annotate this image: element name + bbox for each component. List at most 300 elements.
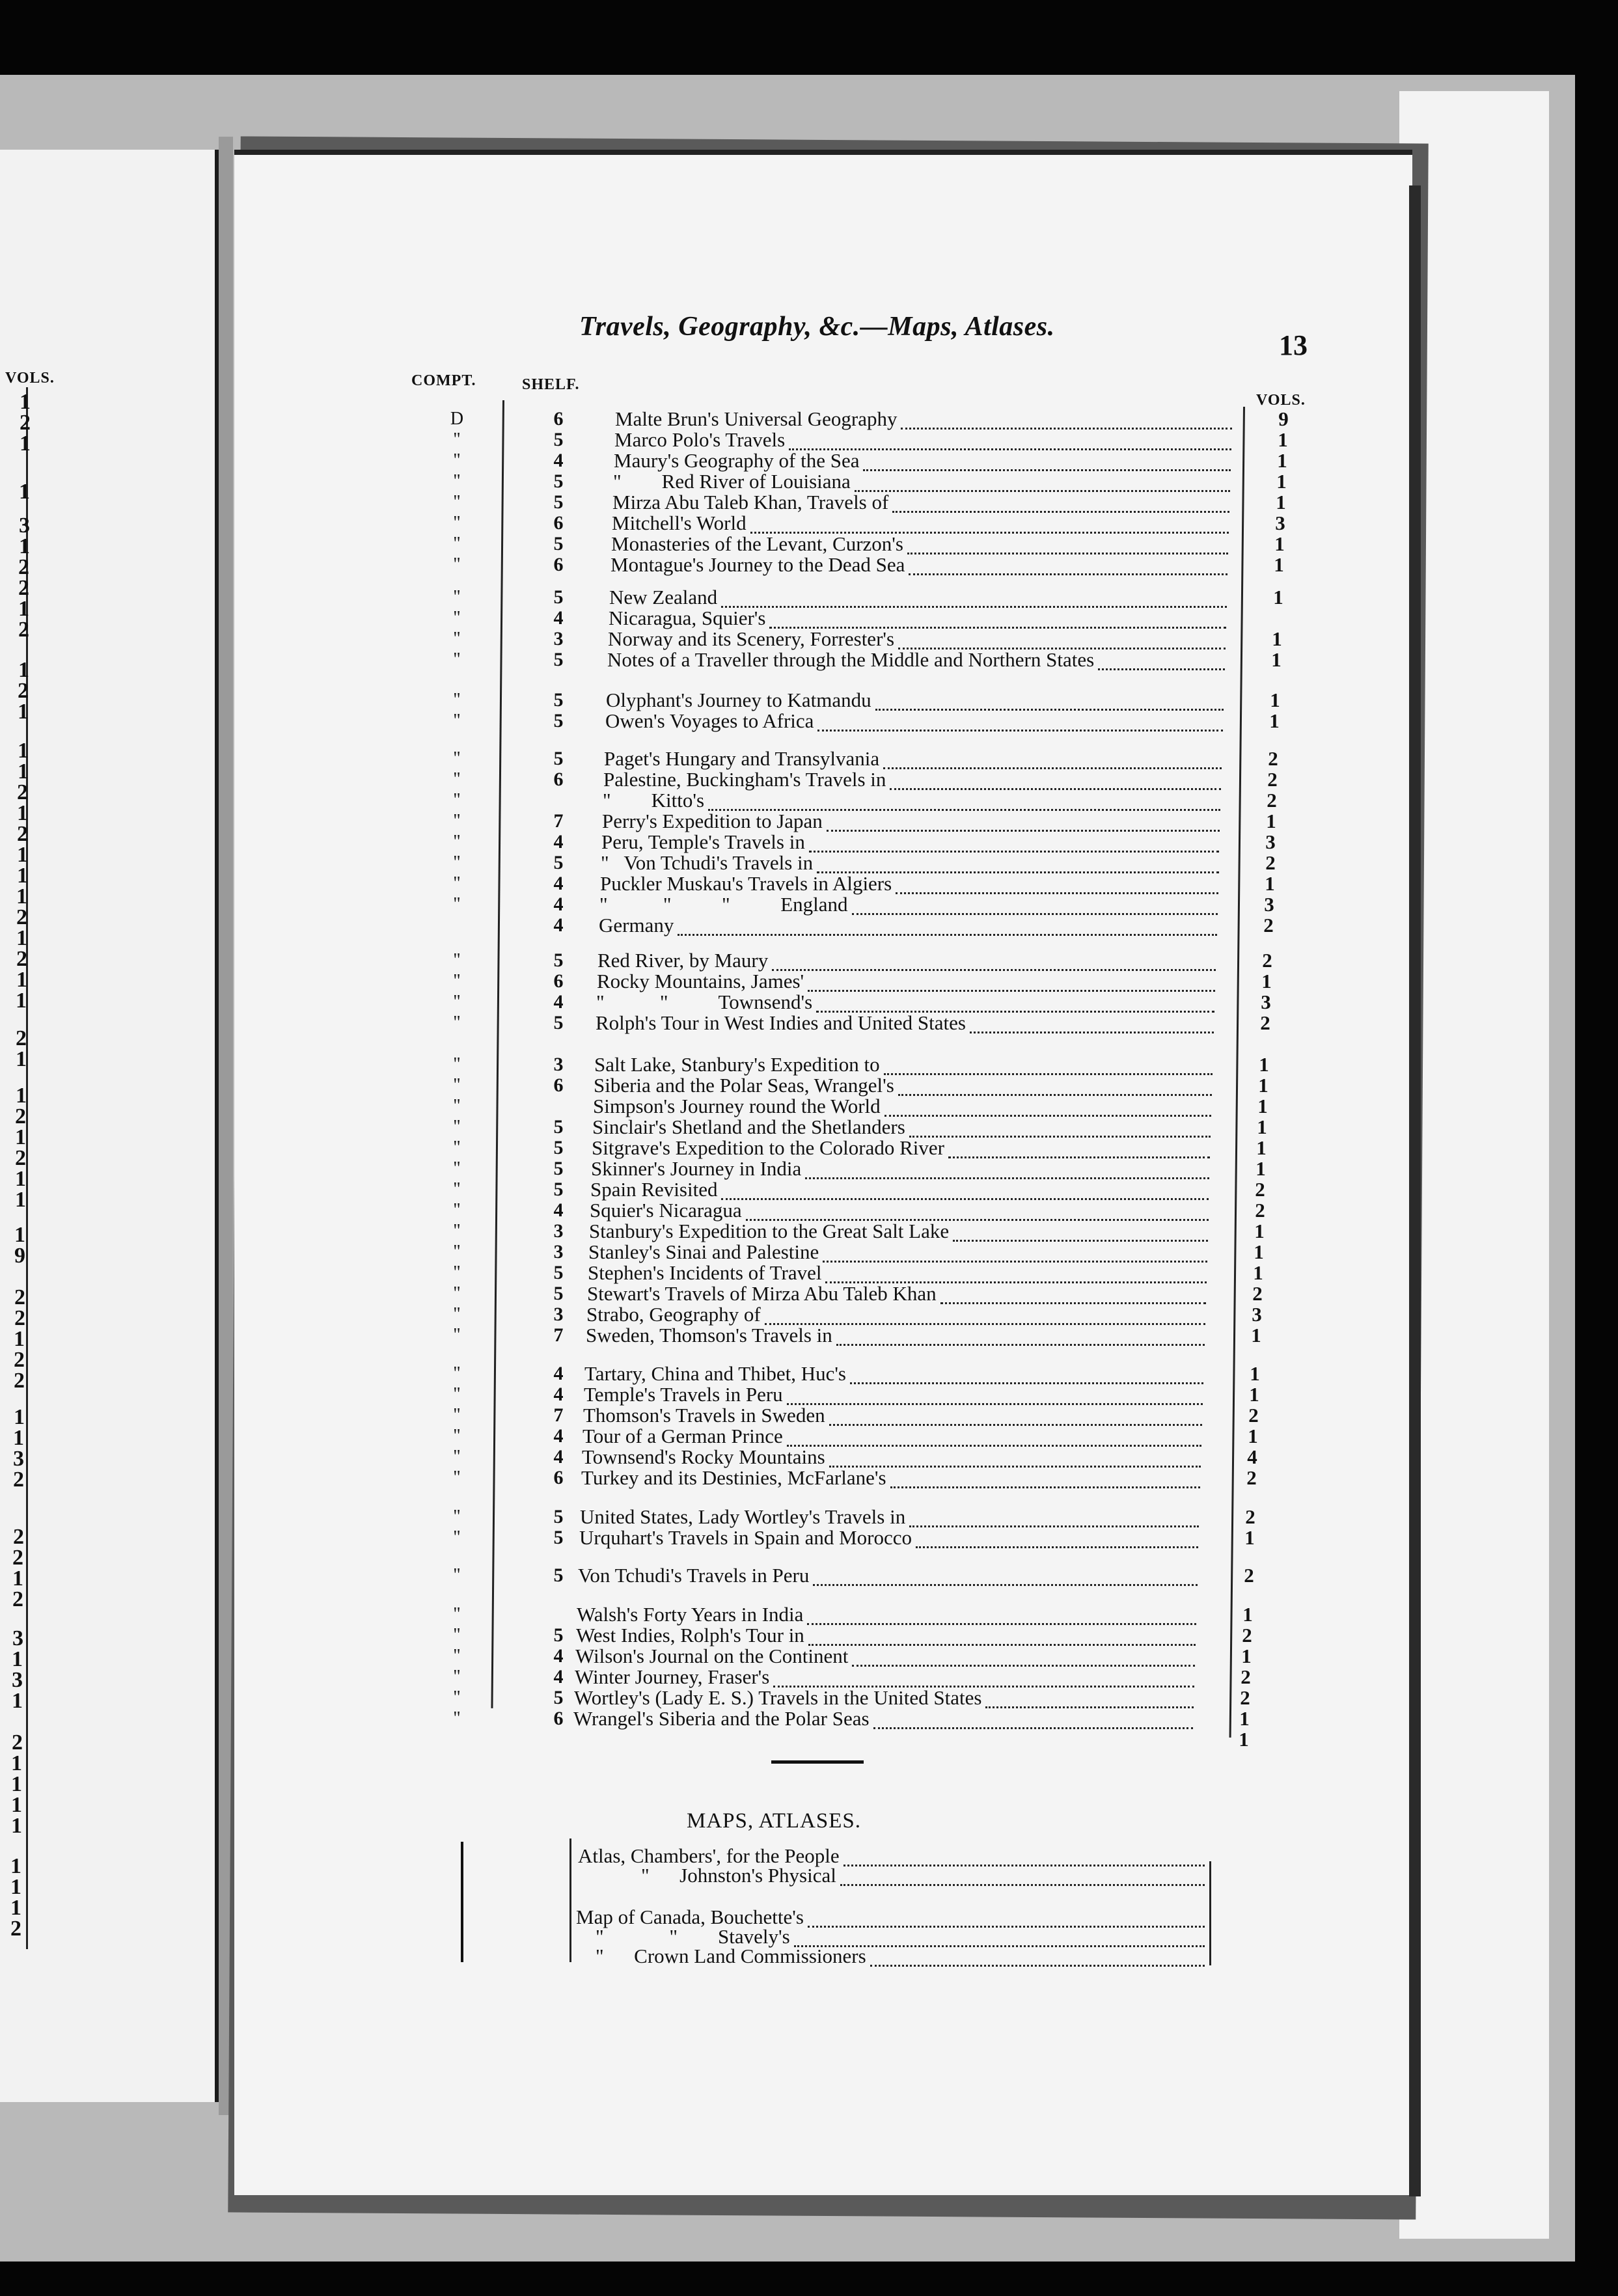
dot-leader xyxy=(916,1532,1198,1548)
title-cell xyxy=(584,1384,1203,1405)
compt-cell: " xyxy=(453,1468,461,1488)
left-vols-cell: 1 xyxy=(11,1751,22,1775)
dot-leader xyxy=(843,1850,1205,1866)
compt-cell: " xyxy=(453,608,461,628)
vols-cell: 2 xyxy=(1267,789,1277,812)
shelf-cell: 5 xyxy=(553,471,564,492)
left-vols-cell: 1 xyxy=(14,1405,25,1429)
title-cell xyxy=(592,1117,1211,1138)
dot-leader xyxy=(823,1246,1207,1263)
vols-cell: 1 xyxy=(1256,1136,1267,1159)
shelf-cell: 4 xyxy=(553,894,564,915)
shelf-cell: 5 xyxy=(553,1158,564,1179)
title-cell xyxy=(605,711,1223,731)
title-cell xyxy=(600,873,1218,894)
vols-cell: 1 xyxy=(1257,1115,1267,1138)
title-text: Germany xyxy=(599,914,674,936)
left-vols-cell: 1 xyxy=(16,884,27,909)
shelf-cell: 5 xyxy=(553,1179,564,1200)
dot-leader xyxy=(940,1288,1206,1304)
maps-vols-rule xyxy=(1209,1861,1211,1965)
title-text: Townsend's Rocky Mountains xyxy=(582,1445,825,1468)
dot-leader xyxy=(1098,654,1225,670)
compt-cell: " xyxy=(453,1384,461,1404)
left-vols-cell: 1 xyxy=(16,1084,27,1108)
shelf-cell: 3 xyxy=(553,1054,564,1075)
shelf-cell: 6 xyxy=(553,554,564,575)
vols-cell: 2 xyxy=(1268,747,1278,770)
vols-cell: 2 xyxy=(1240,1686,1250,1709)
shelf-cell: 5 xyxy=(553,1506,564,1527)
vols-cell: 1 xyxy=(1273,586,1283,608)
compt-cell: " xyxy=(453,430,461,450)
shelf-cell: 5 xyxy=(553,689,564,711)
vols-cell: 1 xyxy=(1255,1157,1266,1180)
title-cell xyxy=(576,1625,1196,1646)
shelf-cell: 3 xyxy=(553,1220,564,1242)
left-vols-cell: 1 xyxy=(18,597,29,621)
title-cell xyxy=(583,1405,1202,1426)
compt-cell: " xyxy=(453,769,461,789)
compt-cell: " xyxy=(453,554,461,575)
left-vols-cell: 1 xyxy=(15,1167,26,1191)
title-text: Montague's Journey to the Dead Sea xyxy=(610,553,905,576)
maps-row xyxy=(596,1946,1205,1967)
vols-cell: 1 xyxy=(1265,872,1275,895)
compt-cell: " xyxy=(453,1507,461,1527)
left-vols-cell: 1 xyxy=(16,989,27,1013)
dot-leader xyxy=(816,996,1214,1013)
left-vols-cell: 1 xyxy=(10,1854,21,1878)
vols-cell: 1 xyxy=(1259,1053,1269,1076)
compt-cell: " xyxy=(453,1096,461,1116)
title-cell xyxy=(603,790,1220,811)
title-cell xyxy=(613,471,1230,492)
left-vols-cell: 1 xyxy=(10,1896,21,1920)
title-text: Puckler Muskau's Travels in Algiers xyxy=(600,872,892,895)
title-cell xyxy=(579,1527,1198,1548)
compt-cell: " xyxy=(453,1565,461,1585)
left-vols-cell: 2 xyxy=(18,555,29,579)
compt-cell: " xyxy=(453,690,461,710)
compt-header: COMPT. xyxy=(411,372,476,389)
vols-cell: 1 xyxy=(1272,627,1282,650)
title-cell xyxy=(596,992,1214,1013)
vols-cell: 1 xyxy=(1271,648,1282,671)
compt-cell: " xyxy=(453,1604,461,1624)
vols-cell: 9 xyxy=(1278,407,1289,430)
title-cell xyxy=(586,1325,1205,1346)
dot-leader xyxy=(827,815,1220,832)
left-vols-cell: 1 xyxy=(15,1188,26,1212)
dot-leader xyxy=(817,715,1223,731)
title-cell xyxy=(597,971,1215,992)
shelf-cell: 6 xyxy=(553,1708,564,1729)
dot-leader xyxy=(901,413,1232,430)
left-vols-cell: 1 xyxy=(11,1814,22,1838)
dot-leader xyxy=(787,1430,1201,1447)
vols-cell: 1 xyxy=(1257,1095,1268,1117)
vols-cell: 1 xyxy=(1241,1645,1252,1667)
title-text: Simpson's Journey round the World xyxy=(593,1095,881,1117)
dot-leader xyxy=(909,559,1227,575)
title-text: Red River, by Maury xyxy=(597,949,769,972)
title-cell xyxy=(604,748,1222,769)
dot-leader xyxy=(884,1059,1213,1075)
title-text: " " Townsend's xyxy=(596,991,813,1013)
compt-cell: " xyxy=(453,1138,461,1158)
title-text: Notes of a Traveller through the Middle and Northern States xyxy=(607,648,1095,671)
compt-cell: " xyxy=(453,629,461,649)
maps-title: " Johnston's Physical xyxy=(641,1864,836,1887)
shelf-cell: 4 xyxy=(553,1363,564,1384)
vols-cell: 1 xyxy=(1270,689,1280,711)
left-vols-cell: 1 xyxy=(15,1125,26,1149)
compt-cell: " xyxy=(453,1075,461,1095)
shelf-cell: 5 xyxy=(553,586,564,608)
title-text: Thomson's Travels in Sweden xyxy=(583,1404,825,1427)
compt-cell: " xyxy=(453,1054,461,1074)
left-vols-cell: 2 xyxy=(12,1587,23,1611)
title-cell xyxy=(581,1468,1200,1488)
title-text: Wortley's (Lady E. S.) Travels in the United States xyxy=(574,1686,982,1709)
left-vols-cell: 1 xyxy=(19,534,30,558)
left-vols-cell: 2 xyxy=(14,1306,25,1330)
title-text: Palestine, Buckingham's Travels in xyxy=(603,768,886,791)
left-vols-cell: 2 xyxy=(14,1285,25,1309)
dot-leader xyxy=(721,592,1227,608)
dot-leader xyxy=(808,1630,1196,1646)
shelf-cell: 4 xyxy=(553,1199,564,1221)
title-cell xyxy=(589,1221,1208,1242)
title-cell xyxy=(614,450,1231,471)
shelf-cell: 5 xyxy=(553,950,564,971)
left-vols-cell: 1 xyxy=(10,1875,21,1899)
shelf-cell: 5 xyxy=(553,1116,564,1138)
maps-title: " " Stavely's xyxy=(596,1925,790,1948)
left-vols-cell: 2 xyxy=(15,1104,26,1128)
vols-cell: 1 xyxy=(1249,1383,1259,1406)
vols-cell: 1 xyxy=(1274,553,1284,576)
shelf-cell: 5 xyxy=(553,1262,564,1283)
shelf-cell: 4 xyxy=(553,873,564,894)
compt-cell: " xyxy=(453,534,461,554)
left-vols-cell: 1 xyxy=(20,431,31,456)
vols-cell: 3 xyxy=(1265,830,1276,853)
shelf-cell: 5 xyxy=(553,748,564,769)
vols-cell: 1 xyxy=(1269,709,1280,732)
title-cell xyxy=(583,1426,1201,1447)
vols-cell: 1 xyxy=(1251,1324,1261,1346)
left-vols-cell: 2 xyxy=(12,1730,23,1755)
left-vols-cell: 2 xyxy=(13,1525,24,1549)
vols-cell: 2 xyxy=(1260,1011,1270,1034)
left-vols-cell: 9 xyxy=(14,1244,25,1268)
left-vols-cell: 1 xyxy=(16,1047,27,1071)
dot-leader xyxy=(840,1870,1205,1886)
shelf-cell: 5 xyxy=(553,649,564,670)
left-vols-cell: 1 xyxy=(12,1647,23,1671)
shelf-cell: 3 xyxy=(553,628,564,649)
title-cell xyxy=(606,690,1224,711)
shelf-cell: 4 xyxy=(553,914,564,936)
title-text: Malte Brun's Universal Geography xyxy=(615,407,898,430)
vols-cell: 1 xyxy=(1239,1707,1250,1730)
dot-leader xyxy=(772,955,1216,971)
dot-leader xyxy=(750,517,1229,534)
title-text: West Indies, Rolph's Tour in xyxy=(576,1624,804,1647)
title-text: Turkey and its Destinies, McFarlane's xyxy=(581,1466,886,1489)
dot-leader xyxy=(890,1472,1200,1488)
title-text: United States, Lady Wortley's Travels in xyxy=(580,1505,906,1528)
compt-cell: " xyxy=(453,1013,461,1033)
dot-leader xyxy=(813,1570,1198,1586)
shelf-cell: 5 xyxy=(553,1624,564,1646)
compt-cell: " xyxy=(453,950,461,970)
vols-cell: 1 xyxy=(1277,449,1287,472)
title-text: Perry's Expedition to Japan xyxy=(602,810,823,832)
compt-cell: " xyxy=(453,971,461,991)
title-cell xyxy=(593,1096,1211,1117)
title-text: Tartary, China and Thibet, Huc's xyxy=(584,1362,847,1385)
shelf-cell: 5 xyxy=(553,1565,564,1586)
shelf-cell: 4 xyxy=(553,1446,564,1468)
maps-row xyxy=(641,1865,1205,1886)
compt-cell: " xyxy=(453,1405,461,1425)
vols-cell: 1 xyxy=(1266,810,1276,832)
compt-cell: " xyxy=(453,1447,461,1467)
title-cell xyxy=(582,1447,1201,1468)
title-cell xyxy=(592,1138,1210,1158)
title-cell xyxy=(577,1604,1196,1625)
shelf-cell: 6 xyxy=(553,1467,564,1488)
dot-leader xyxy=(907,538,1228,554)
shelf-cell: 5 xyxy=(553,491,564,513)
compt-cell: " xyxy=(453,1708,461,1729)
vols-cell: 2 xyxy=(1263,914,1274,936)
vols-header: VOLS. xyxy=(1256,392,1306,409)
title-cell xyxy=(574,1688,1194,1708)
compt-cell: " xyxy=(453,471,461,491)
compt-cell: " xyxy=(453,748,461,769)
title-text: Spain Revisited xyxy=(590,1178,718,1201)
compt-cell: " xyxy=(453,873,461,894)
maps-title: " Crown Land Commissioners xyxy=(596,1945,866,1967)
shelf-cell: 5 xyxy=(553,710,564,731)
vols-cell: 1 xyxy=(1254,1240,1264,1263)
vols-cell: 3 xyxy=(1252,1303,1262,1326)
title-cell xyxy=(599,915,1217,936)
maps-heading: MAPS, ATLASES. xyxy=(687,1809,861,1833)
left-vols-cell: 1 xyxy=(17,843,28,867)
title-text: Walsh's Forty Years in India xyxy=(577,1603,804,1626)
title-cell xyxy=(586,1304,1205,1325)
title-text: Peru, Temple's Travels in xyxy=(601,830,805,853)
title-cell xyxy=(601,853,1219,873)
compt-cell: " xyxy=(453,832,461,852)
left-vols-cell: 1 xyxy=(12,1689,23,1713)
title-cell xyxy=(575,1667,1194,1688)
compt-cell: " xyxy=(453,1688,461,1708)
dot-leader xyxy=(875,694,1224,711)
title-text: Tour of a German Prince xyxy=(583,1425,783,1447)
title-cell xyxy=(573,1708,1193,1729)
left-vols-cell: 1 xyxy=(18,658,29,682)
shelf-cell: 5 xyxy=(553,1527,564,1548)
title-cell xyxy=(599,894,1218,915)
dot-leader xyxy=(829,1410,1202,1426)
title-cell xyxy=(580,1507,1199,1527)
title-text: " Kitto's xyxy=(603,789,705,812)
left-vols-cell: 1 xyxy=(17,801,28,825)
main-page-edge xyxy=(1409,185,1421,2196)
shelf-cell: 3 xyxy=(553,1304,564,1325)
title-text: New Zealand xyxy=(609,586,718,608)
left-vols-cell: 2 xyxy=(10,1917,21,1941)
shelf-cell: 5 xyxy=(553,1687,564,1708)
left-vols-cell: 1 xyxy=(11,1793,22,1817)
title-text: Squier's Nicaragua xyxy=(590,1199,742,1222)
vols-cell: 1 xyxy=(1248,1425,1258,1447)
compt-cell: " xyxy=(453,492,461,512)
title-cell xyxy=(588,1242,1207,1263)
dot-leader xyxy=(805,1163,1209,1179)
left-vols-cell: 2 xyxy=(14,1369,25,1393)
title-text: Nicaragua, Squier's xyxy=(609,607,766,629)
vols-cell: 3 xyxy=(1261,991,1271,1013)
shelf-cell: 4 xyxy=(553,1384,564,1405)
left-vols-cell: 2 xyxy=(18,679,29,703)
title-text: Rocky Mountains, James' xyxy=(597,970,804,992)
title-cell xyxy=(601,832,1219,853)
compt-cell: " xyxy=(453,1221,461,1241)
title-text: Urquhart's Travels in Spain and Morocco xyxy=(579,1526,912,1549)
title-cell xyxy=(603,769,1221,790)
title-text: Stewart's Travels of Mirza Abu Taleb Khan xyxy=(587,1282,937,1305)
left-vols-cell: 1 xyxy=(16,926,27,950)
dot-leader xyxy=(787,1389,1203,1405)
left-vols-cell: 3 xyxy=(13,1447,24,1471)
vols-cell: 3 xyxy=(1264,893,1274,916)
compt-cell: " xyxy=(453,513,461,533)
left-vols-header: VOLS. xyxy=(5,370,55,387)
title-cell xyxy=(596,1013,1214,1033)
title-cell xyxy=(591,1158,1209,1179)
compt-cell: " xyxy=(453,894,461,914)
shelf-cell: 7 xyxy=(553,810,564,832)
dot-leader xyxy=(769,612,1226,629)
shelf-cell: 4 xyxy=(553,1666,564,1688)
title-text: Stanbury's Expedition to the Great Salt Lake xyxy=(589,1220,950,1242)
title-cell xyxy=(610,554,1227,575)
dot-leader xyxy=(909,1121,1211,1138)
left-vols-cell: 3 xyxy=(12,1668,23,1692)
title-cell xyxy=(607,649,1225,670)
compt-cell: " xyxy=(453,1304,461,1324)
left-vols-cell: 1 xyxy=(13,1426,24,1450)
dot-leader xyxy=(850,1368,1203,1384)
vols-cell: 2 xyxy=(1265,851,1276,874)
shelf-cell: 4 xyxy=(553,450,564,471)
left-vols-cell: 1 xyxy=(11,1772,22,1796)
shelf-cell: 7 xyxy=(553,1324,564,1346)
left-vols-cell: 1 xyxy=(14,1327,25,1351)
vols-cell: 2 xyxy=(1241,1665,1251,1688)
title-cell xyxy=(615,409,1232,430)
compt-cell: D xyxy=(450,409,464,429)
dot-leader xyxy=(808,1911,1205,1928)
dot-leader xyxy=(892,497,1229,513)
left-vols-cell: 1 xyxy=(18,759,29,784)
running-head: Travels, Geography, &c.—Maps, Atlases. xyxy=(579,312,1055,342)
title-text: Rolph's Tour in West Indies and United States xyxy=(596,1011,966,1034)
dot-leader xyxy=(883,753,1222,769)
maps-title: Atlas, Chambers', for the People xyxy=(578,1844,840,1867)
section-divider xyxy=(771,1760,864,1764)
dot-leader xyxy=(807,1609,1196,1625)
compt-cell: " xyxy=(453,1179,461,1199)
title-text: Maury's Geography of the Sea xyxy=(614,449,860,472)
shelf-cell: 5 xyxy=(553,1012,564,1033)
title-text: Sitgrave's Expedition to the Colorado River xyxy=(592,1136,944,1159)
shelf-cell: 4 xyxy=(553,607,564,629)
dot-leader xyxy=(773,1671,1194,1688)
title-text: Strabo, Geography of xyxy=(586,1303,761,1326)
title-cell xyxy=(588,1263,1207,1283)
left-vols-cell: 2 xyxy=(17,780,28,804)
dot-leader xyxy=(970,1017,1214,1033)
dot-leader xyxy=(809,836,1219,853)
shelf-cell: 6 xyxy=(553,408,564,430)
compt-cell: " xyxy=(453,1283,461,1304)
left-vols-cell: 2 xyxy=(17,822,28,846)
compt-cell: " xyxy=(453,1527,461,1548)
title-text: Mirza Abu Taleb Khan, Travels of xyxy=(612,491,889,513)
title-text: Von Tchudi's Travels in Peru xyxy=(578,1564,810,1587)
vols-cell: 2 xyxy=(1244,1564,1254,1587)
dot-leader xyxy=(789,434,1231,450)
dot-leader xyxy=(678,920,1217,936)
dot-leader xyxy=(855,476,1230,492)
left-vols-cell: 2 xyxy=(15,1146,26,1170)
dot-leader xyxy=(721,1184,1209,1200)
dot-leader xyxy=(829,1451,1201,1468)
vols-cell: 2 xyxy=(1252,1282,1263,1305)
dot-leader xyxy=(825,1267,1207,1283)
dot-leader xyxy=(890,774,1221,790)
left-vols-cell: 1 xyxy=(17,864,28,888)
dot-leader xyxy=(765,1309,1205,1325)
left-vols-cell: 1 xyxy=(19,480,30,504)
dot-leader xyxy=(808,976,1215,992)
title-text: Stephen's Incidents of Travel xyxy=(588,1261,822,1284)
left-vols-cell: 1 xyxy=(14,1223,25,1247)
vols-cell: 1 xyxy=(1261,970,1272,992)
title-text: Olyphant's Journey to Katmandu xyxy=(606,689,871,711)
dot-leader xyxy=(948,1142,1210,1158)
shelf-cell: 4 xyxy=(553,831,564,853)
title-text: Marco Polo's Travels xyxy=(614,428,786,451)
title-cell xyxy=(590,1200,1209,1221)
dot-leader xyxy=(852,899,1218,915)
left-vols-cell: 1 xyxy=(20,390,31,414)
title-text: Wilson's Journal on the Continent xyxy=(575,1645,849,1667)
title-cell xyxy=(575,1646,1195,1667)
shelf-cell: 7 xyxy=(553,1404,564,1426)
vols-cell: 1 xyxy=(1258,1074,1268,1097)
vols-cell: 1 xyxy=(1274,532,1285,555)
left-vols-cell: 2 xyxy=(18,576,29,600)
